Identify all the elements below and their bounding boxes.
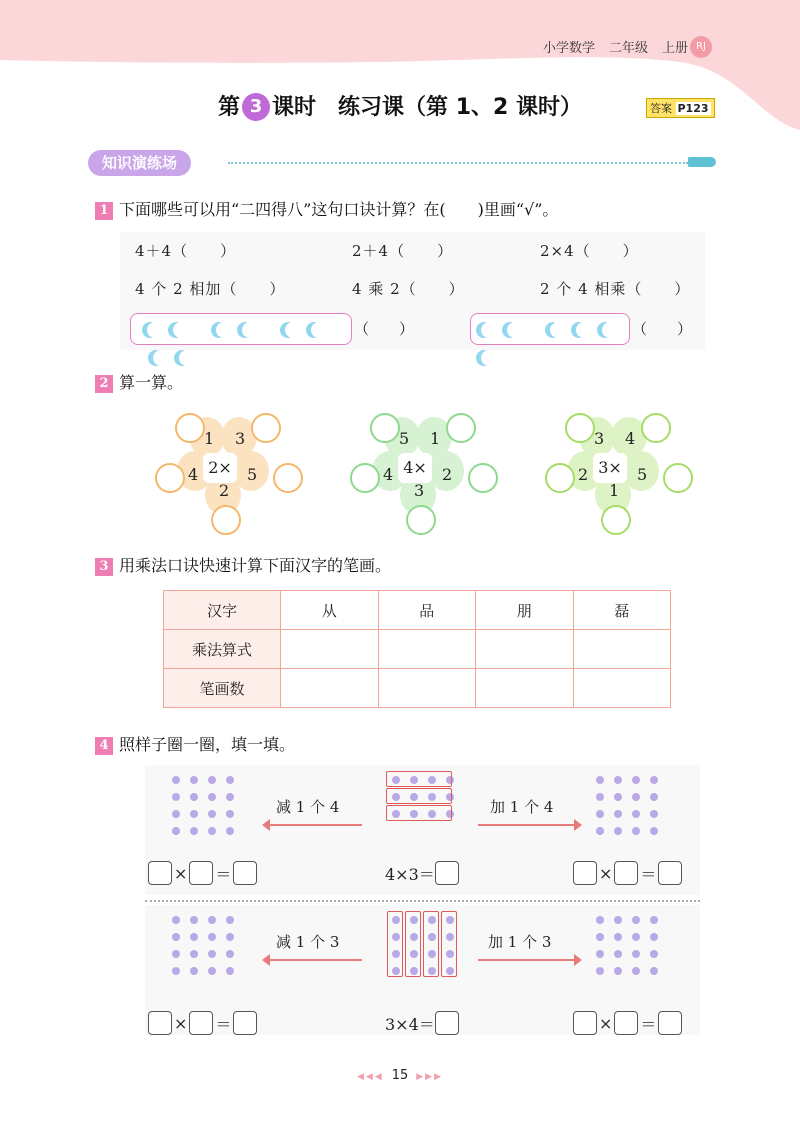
- answer-reference[interactable]: [646, 98, 715, 118]
- question-number: 4: [95, 737, 113, 755]
- dot: [208, 933, 216, 941]
- flower-center: 3×: [593, 453, 627, 483]
- option-item[interactable]: 2 个 4 相乘（ ）: [540, 280, 691, 298]
- times-sign: ×: [174, 1013, 188, 1033]
- sample-equation-text: 3×4＝: [385, 1014, 435, 1034]
- times-sign: ×: [599, 1013, 613, 1033]
- dot: [226, 793, 234, 801]
- sample-equation: [385, 1011, 459, 1035]
- table-row: [164, 669, 671, 708]
- dot: [632, 827, 640, 835]
- table-header-cell: 从: [281, 591, 379, 630]
- dot: [632, 967, 640, 975]
- flower-number: 3: [414, 481, 425, 500]
- series-info: [543, 37, 688, 56]
- table-row: [164, 591, 671, 630]
- dot: [172, 916, 180, 924]
- flower-number: 4: [188, 465, 199, 484]
- answer-box[interactable]: [435, 1011, 459, 1035]
- moon-icon: [311, 322, 327, 338]
- answer-box[interactable]: [189, 861, 213, 885]
- dot: [632, 810, 640, 818]
- dot: [614, 776, 622, 784]
- dot: [650, 776, 658, 784]
- moon-icon: [216, 322, 232, 338]
- moon-icon: [481, 350, 497, 366]
- equation-blank: [148, 1011, 257, 1035]
- stroke-count-table: [163, 590, 671, 708]
- question-text: 照样子圈一圈，填一填。: [119, 735, 296, 754]
- answer-cell[interactable]: [476, 669, 574, 708]
- answer-box[interactable]: [148, 861, 172, 885]
- flower-number: 2: [442, 465, 453, 484]
- pen-icon: [688, 157, 716, 167]
- dot: [596, 810, 604, 818]
- grade-label: 二年级: [608, 41, 648, 56]
- dot: [596, 793, 604, 801]
- dot: [226, 950, 234, 958]
- flower-number: 3: [235, 429, 246, 448]
- equals-sign: ＝: [215, 864, 232, 884]
- dot: [650, 950, 658, 958]
- equals-sign: ＝: [640, 864, 657, 884]
- moon-icon: [179, 350, 195, 366]
- answer-circle[interactable]: [468, 463, 498, 493]
- flower-wheel: [350, 405, 490, 535]
- flower-number: 1: [430, 429, 441, 448]
- dot: [614, 967, 622, 975]
- answer-box[interactable]: [148, 1011, 172, 1035]
- moon-group-box: [470, 313, 630, 345]
- volume-label: 上册: [661, 41, 688, 56]
- dot: [614, 810, 622, 818]
- section-banner: 知识演练场: [88, 150, 191, 176]
- row-label: 笔画数: [164, 669, 281, 708]
- answer-circle[interactable]: [406, 505, 436, 535]
- dot: [632, 950, 640, 958]
- moon-icon: [153, 350, 169, 366]
- moon-icon: [285, 322, 301, 338]
- table-header-cell: 汉字: [164, 591, 281, 630]
- dot: [190, 916, 198, 924]
- answer-box[interactable]: [614, 861, 638, 885]
- answer-cell[interactable]: [281, 630, 379, 669]
- moon-icon: [242, 322, 258, 338]
- flower-number: 3: [594, 429, 605, 448]
- circled-group: [441, 911, 457, 977]
- flower-number: 5: [399, 429, 410, 448]
- arrow-label-add: 加 1 个 4: [490, 798, 554, 816]
- answer-box[interactable]: [233, 861, 257, 885]
- page-footer: [0, 1068, 800, 1083]
- dot: [650, 810, 658, 818]
- dot: [226, 916, 234, 924]
- right-arrow-icon: [478, 824, 576, 826]
- answer-parentheses[interactable]: （ ）: [632, 320, 693, 338]
- flower-number: 5: [247, 465, 258, 484]
- sample-equation-text: 4×3＝: [385, 864, 435, 884]
- equation-blank: [148, 861, 257, 885]
- answer-circle[interactable]: [273, 463, 303, 493]
- sample-equation: [385, 861, 459, 885]
- dot: [596, 967, 604, 975]
- dot: [650, 916, 658, 924]
- dot: [190, 967, 198, 975]
- answer-cell[interactable]: [281, 669, 379, 708]
- dot: [596, 950, 604, 958]
- equation-blank: [573, 1011, 682, 1035]
- flower-center: 2×: [203, 453, 237, 483]
- answer-cell[interactable]: [573, 630, 671, 669]
- circled-group: [405, 911, 421, 977]
- flower-wheel: [545, 405, 685, 535]
- dot: [632, 933, 640, 941]
- flower-wheel: [155, 405, 295, 535]
- answer-box[interactable]: [658, 1011, 682, 1035]
- left-arrow-icon: [268, 824, 362, 826]
- dot: [650, 967, 658, 975]
- dot: [650, 933, 658, 941]
- row-label: 乘法算式: [164, 630, 281, 669]
- dot: [190, 776, 198, 784]
- answer-label: 答案: [650, 102, 672, 115]
- answer-circle[interactable]: [175, 413, 205, 443]
- dot: [632, 916, 640, 924]
- edition-badge: RJ: [690, 36, 712, 58]
- answer-circle[interactable]: [370, 413, 400, 443]
- dot: [208, 776, 216, 784]
- dot-grid: [172, 776, 234, 835]
- title-prefix: 第: [218, 95, 241, 120]
- dot: [614, 933, 622, 941]
- answer-cell[interactable]: [378, 669, 476, 708]
- dot: [208, 793, 216, 801]
- flower-number: 1: [204, 429, 215, 448]
- equals-sign: ＝: [215, 1014, 232, 1034]
- question-number: 1: [95, 202, 113, 220]
- circled-group: [387, 911, 403, 977]
- title-suffix: 课时 练习课（第 1、2 课时）: [272, 95, 582, 120]
- exercise-divider: [145, 900, 700, 902]
- dot: [208, 916, 216, 924]
- flower-number: 2: [219, 481, 230, 500]
- flower-number: 2: [578, 465, 589, 484]
- section-divider: [228, 162, 688, 164]
- dot: [614, 827, 622, 835]
- dot: [190, 950, 198, 958]
- answer-page: P123: [677, 102, 709, 115]
- dot-grid: [596, 776, 658, 835]
- answer-box[interactable]: [614, 1011, 638, 1035]
- left-arrow-icon: [268, 959, 362, 961]
- dot: [172, 827, 180, 835]
- dot: [190, 810, 198, 818]
- dot: [226, 810, 234, 818]
- option-item[interactable]: 4 乘 2（ ）: [352, 280, 465, 298]
- answer-cell[interactable]: [476, 630, 574, 669]
- answer-cell[interactable]: [378, 630, 476, 669]
- dot: [172, 793, 180, 801]
- question-number: 3: [95, 558, 113, 576]
- dot: [632, 793, 640, 801]
- answer-box[interactable]: [658, 861, 682, 885]
- dot: [226, 776, 234, 784]
- page-number: 15: [391, 1068, 409, 1083]
- dot: [172, 967, 180, 975]
- table-row: [164, 630, 671, 669]
- answer-circle[interactable]: [545, 463, 575, 493]
- arrow-label-add: 加 1 个 3: [488, 933, 552, 951]
- dot: [190, 793, 198, 801]
- moon-icon: [147, 322, 163, 338]
- answer-circle[interactable]: [641, 413, 671, 443]
- right-triangles-icon: ▶▶▶: [416, 1072, 444, 1082]
- moon-icon: [173, 322, 189, 338]
- moon-icon: [550, 322, 566, 338]
- answer-box[interactable]: [573, 861, 597, 885]
- answer-box[interactable]: [435, 861, 459, 885]
- dot: [614, 950, 622, 958]
- dot: [596, 776, 604, 784]
- lesson-number-badge: 3: [242, 93, 270, 121]
- moon-icon: [481, 322, 497, 338]
- left-triangles-icon: ◀◀◀: [356, 1072, 384, 1082]
- dot: [208, 950, 216, 958]
- table-header-cell: 朋: [476, 591, 574, 630]
- dot: [208, 827, 216, 835]
- dot-grid: [596, 916, 658, 975]
- question-text: 用乘法口诀快速计算下面汉字的笔画。: [119, 556, 392, 575]
- dot: [172, 776, 180, 784]
- answer-circle[interactable]: [601, 505, 631, 535]
- dot: [614, 916, 622, 924]
- dot: [226, 827, 234, 835]
- times-sign: ×: [174, 863, 188, 883]
- dot: [172, 950, 180, 958]
- dot: [226, 967, 234, 975]
- dot: [596, 933, 604, 941]
- table-header-cell: 磊: [573, 591, 671, 630]
- answer-box[interactable]: [573, 1011, 597, 1035]
- option-item[interactable]: 2＋4（ ）: [352, 242, 454, 260]
- flower-number: 5: [637, 465, 648, 484]
- answer-parentheses[interactable]: （ ）: [354, 320, 415, 338]
- equals-sign: ＝: [640, 1014, 657, 1034]
- equation-blank: [573, 861, 682, 885]
- arrow-label-subtract: 减 1 个 3: [276, 933, 340, 951]
- answer-circle[interactable]: [446, 413, 476, 443]
- answer-circle[interactable]: [211, 505, 241, 535]
- answer-circle[interactable]: [663, 463, 693, 493]
- moon-icon: [507, 322, 523, 338]
- option-item[interactable]: 4＋4（ ）: [135, 242, 237, 260]
- right-arrow-icon: [478, 959, 576, 961]
- circled-group: [386, 805, 452, 821]
- answer-box[interactable]: [233, 1011, 257, 1035]
- subject-label: 小学数学: [542, 41, 595, 56]
- question-1: [95, 197, 558, 220]
- dot: [650, 827, 658, 835]
- dot-grid: [172, 916, 234, 975]
- dot: [596, 827, 604, 835]
- dot: [208, 810, 216, 818]
- question-number: 2: [95, 375, 113, 393]
- answer-circle[interactable]: [251, 413, 281, 443]
- option-item[interactable]: 2×4（ ）: [540, 242, 639, 260]
- answer-cell[interactable]: [573, 669, 671, 708]
- dot: [172, 933, 180, 941]
- table-header-cell: 品: [378, 591, 476, 630]
- moon-icon: [602, 322, 618, 338]
- dot: [632, 776, 640, 784]
- question-4: [95, 732, 295, 755]
- dot: [650, 793, 658, 801]
- answer-circle[interactable]: [155, 463, 185, 493]
- answer-circle[interactable]: [565, 413, 595, 443]
- circled-group: [423, 911, 439, 977]
- option-item[interactable]: 4 个 2 相加（ ）: [135, 280, 286, 298]
- moon-icon: [576, 322, 592, 338]
- question-text: 算一算。: [119, 373, 184, 392]
- question-2: [95, 370, 183, 393]
- flower-number: 4: [383, 465, 394, 484]
- flower-number: 1: [609, 481, 620, 500]
- question-3: [95, 553, 391, 576]
- moon-group-box: [130, 313, 352, 345]
- circled-group: [386, 788, 452, 804]
- dot: [614, 793, 622, 801]
- dot: [208, 967, 216, 975]
- flower-center: 4×: [398, 453, 432, 483]
- dot: [190, 933, 198, 941]
- flower-number: 4: [625, 429, 636, 448]
- answer-circle[interactable]: [350, 463, 380, 493]
- dot: [172, 810, 180, 818]
- answer-box[interactable]: [189, 1011, 213, 1035]
- dot: [190, 827, 198, 835]
- times-sign: ×: [599, 863, 613, 883]
- circled-group: [386, 771, 452, 787]
- question-text: 下面哪些可以用“二四得八”这句口诀计算？在( )里画“√”。: [119, 200, 559, 219]
- dot: [226, 933, 234, 941]
- dot: [596, 916, 604, 924]
- arrow-label-subtract: 减 1 个 4: [276, 798, 340, 816]
